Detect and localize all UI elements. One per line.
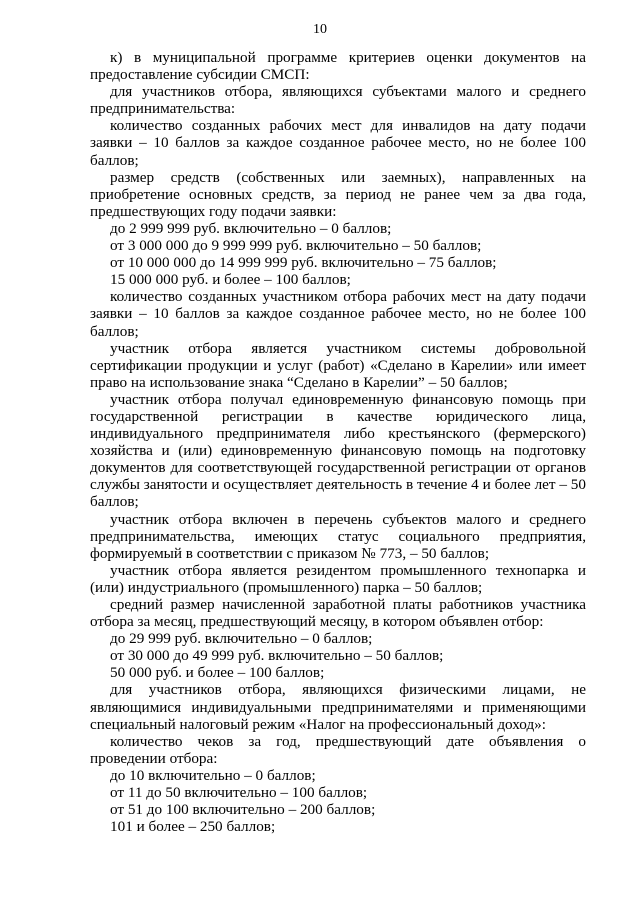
paragraph: до 29 999 руб. включительно – 0 баллов; <box>110 630 373 648</box>
paragraph: участник отбора получал единовременную финансовую помощь при государственной регистрации в качестве юридического лица, индивидуального предпринимателя либо крестьянского (фермерского) хозяйства и (или) единовременную финансовую помощь на подготовку документов для соответствующей государственной регистрации от органов службы занятости и осуществляет деятельность в течение 4 и более лет – 50 баллов; <box>90 390 586 511</box>
paragraph: от 51 до 100 включительно – 200 баллов; <box>110 801 376 819</box>
paragraph: от 10 000 000 до 14 999 999 руб. включительно – 75 баллов; <box>110 254 497 272</box>
paragraph: количество чеков за год, предшествующий дате объявления о проведении отбора: <box>90 732 586 767</box>
paragraph: средний размер начисленной заработной платы работников участника отбора за месяц, предшествующий месяцу, в котором объявлен отбор: <box>90 596 586 631</box>
paragraph: количество созданных рабочих мест для инвалидов на дату подачи заявки – 10 баллов за каждое созданное рабочее место, но не более 100 баллов; <box>90 117 586 169</box>
paragraph: 50 000 руб. и более – 100 баллов; <box>110 664 325 682</box>
paragraph: количество созданных участником отбора рабочих мест на дату подачи заявки – 10 баллов за каждое созданное рабочее место, но не более 100 баллов; <box>90 288 586 340</box>
paragraph: от 3 000 000 до 9 999 999 руб. включительно – 50 баллов; <box>110 237 482 255</box>
paragraph: до 2 999 999 руб. включительно – 0 баллов; <box>110 219 392 237</box>
paragraph: участник отбора включен в перечень субъектов малого и среднего предпринимательства, имеющих статус социального предприятия, формируемый в соответствии с приказом № 773, – 50 баллов; <box>90 510 586 562</box>
paragraph: от 30 000 до 49 999 руб. включительно – 50 баллов; <box>110 647 444 665</box>
paragraph: 15 000 000 руб. и более – 100 баллов; <box>110 271 351 289</box>
paragraph: размер средств (собственных или заемных), направленных на приобретение основных средств, за период не ранее чем за два года, предшествующих году подачи заявки: <box>90 168 586 220</box>
paragraph: участник отбора является участником системы добровольной сертификации продукции и услуг (работ) «Сделано в Карелии» или имеет право на использование знака “Сделано в Карелии” – 50 баллов; <box>90 339 586 391</box>
page-number: 10 <box>313 22 327 37</box>
paragraph: до 10 включительно – 0 баллов; <box>110 766 316 784</box>
paragraph: 101 и более – 250 баллов; <box>110 818 276 836</box>
paragraph: для участников отбора, являющихся физическими лицами, не являющимися индивидуальными предпринимателями и применяющими специальный налоговый режим «Налог на профессиональный доход»: <box>90 681 586 733</box>
paragraph: от 11 до 50 включительно – 100 баллов; <box>110 784 368 802</box>
paragraph: к) в муниципальной программе критериев оценки документов на предоставление субсидии СМСП: <box>90 49 586 84</box>
document-body <box>90 49 586 835</box>
paragraph: для участников отбора, являющихся субъектами малого и среднего предпринимательства: <box>90 83 586 118</box>
paragraph: участник отбора является резидентом промышленного технопарка и (или) индустриального (промышленного) парка – 50 баллов; <box>90 561 586 596</box>
